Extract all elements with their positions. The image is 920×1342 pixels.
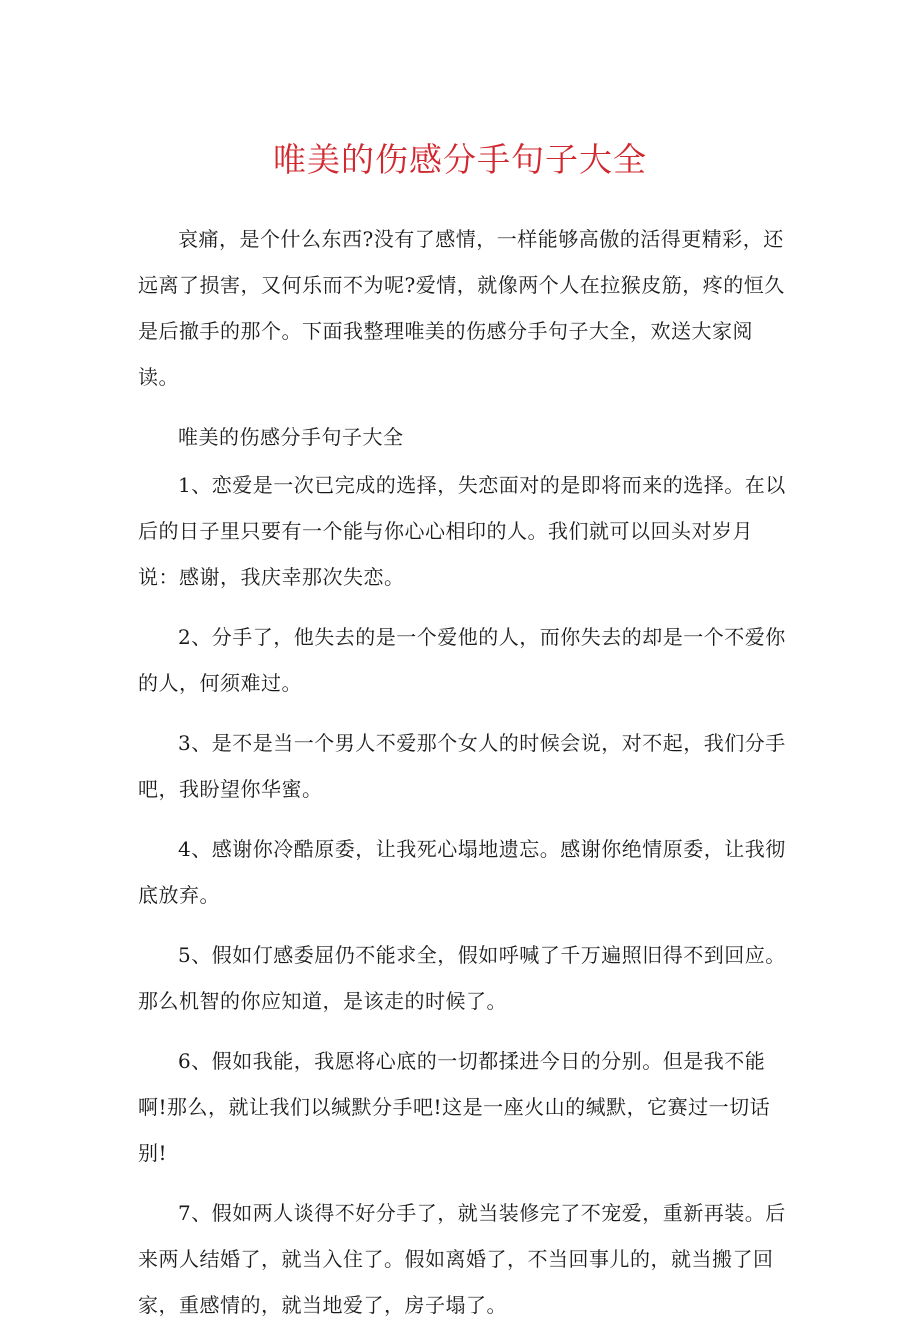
section-heading: 唯美的伤感分手句子大全 [178,425,404,449]
list-item-7: 7、假如两人谈得不好分手了，就当装修完了不宠爱，重新再装。后来两人结婚了，就当入住了。假如离婚了，不当回事儿的，就当搬了回家，重感情的，就当地爱了，房子塌了。 [138,1201,786,1317]
document-body [138,216,788,1342]
document-title: 唯美的伤感分手句子大全 [273,140,647,179]
intro-paragraph: 哀痛，是个什么东西?没有了感情，一样能够高傲的活得更精彩，还远离了损害，又何乐而不为呢?爱情，就像两个人在拉猴皮筋，疼的恒久是后撤手的那个。下面我整理唯美的伤感分手句子大全，欢送大家阅读。 [138,227,785,389]
list-item-3: 3、是不是当一个男人不爱那个女人的时候会说，对不起，我们分手吧，我盼望你华蜜。 [138,731,786,801]
list-item-1: 1、恋爱是一次已完成的选择，失恋面对的是即将而来的选择。在以后的日子里只要有一个能与你心心相印的人。我们就可以回头对岁月说：感谢，我庆幸那次失恋。 [138,473,786,589]
list-item-6: 6、假如我能，我愿将心底的一切都揉进今日的分别。但是我不能啊!那么，就让我们以缄默分手吧!这是一座火山的缄默，它赛过一切话别! [138,1049,771,1165]
list-item-4: 4、感谢你冷酷原委，让我死心塌地遗忘。感谢你绝情原委，让我彻底放弃。 [138,837,786,907]
list-item-5: 5、假如仃感委屈仍不能求全，假如呼喊了千万遍照旧得不到回应。那么机智的你应知道，是该走的时候了。 [138,943,786,1013]
list-item-2: 2、分手了，他失去的是一个爱他的人，而你失去的却是一个不爱你的人，何须难过。 [138,625,786,695]
